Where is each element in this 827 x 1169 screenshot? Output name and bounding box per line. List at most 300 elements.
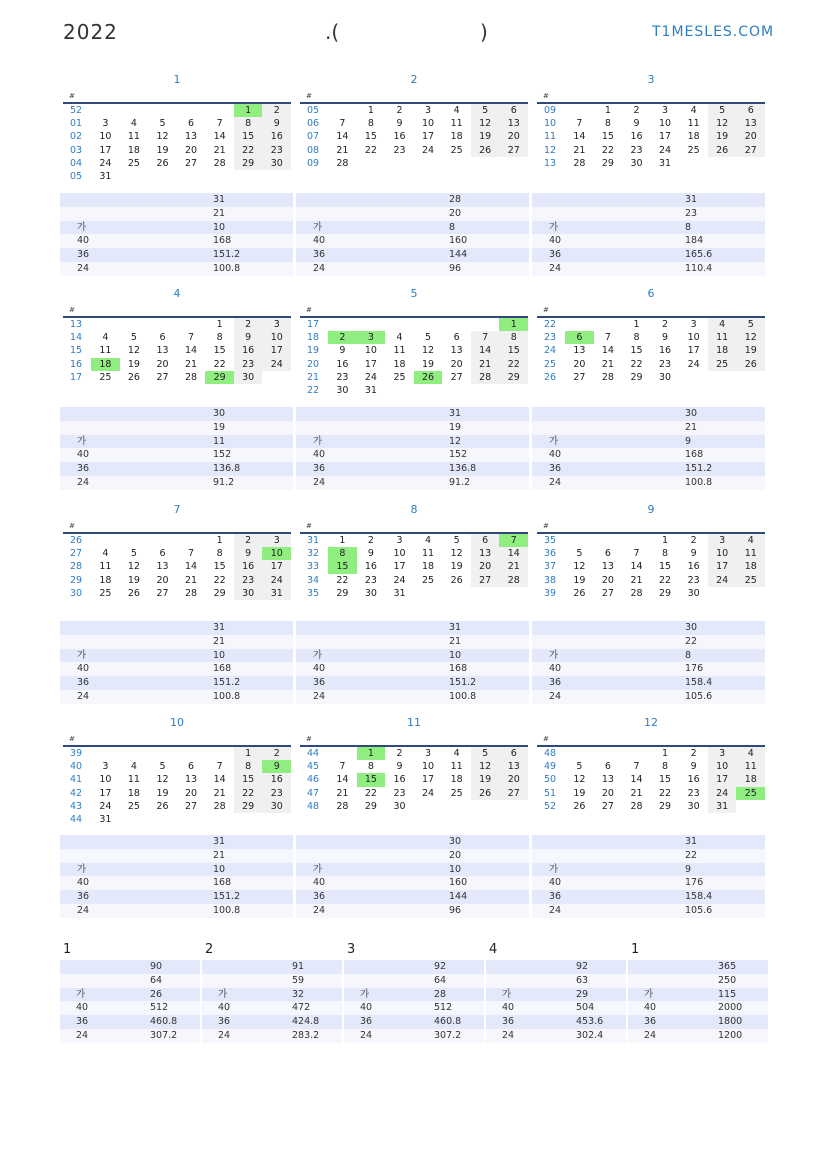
- day-cell: 16: [630, 131, 643, 143]
- day-cell: 11: [99, 561, 112, 573]
- summary-label: 40: [549, 449, 562, 461]
- day-cell: 30: [630, 157, 643, 169]
- day-cell: [708, 587, 737, 600]
- week-row: [63, 344, 291, 357]
- summary-value: 31: [449, 408, 462, 419]
- day-cell: 7: [339, 761, 346, 773]
- day-cell: 11: [422, 548, 435, 560]
- summary-label: 가: [76, 988, 86, 1000]
- summary-value: 136.8: [213, 463, 241, 475]
- week-number: 02: [70, 131, 83, 143]
- day-cell: 11: [736, 547, 765, 560]
- month-summary: [60, 835, 293, 918]
- summary-row: [60, 960, 200, 974]
- summary-row: [532, 835, 765, 849]
- week-row: [63, 157, 291, 170]
- summary-value: 165.6: [685, 249, 713, 261]
- day-cell: [205, 747, 234, 760]
- week-number-header: #: [69, 735, 75, 743]
- month-grid: [537, 102, 765, 170]
- summary-label: 24: [218, 1029, 231, 1041]
- day-cell: 19: [127, 574, 140, 586]
- week-number: 52: [70, 105, 83, 116]
- summary-label: 가: [502, 988, 512, 1000]
- day-cell: 10: [262, 331, 291, 344]
- summary-label: 가: [644, 988, 654, 1000]
- day-cell: 11: [127, 774, 140, 786]
- summary-row: [296, 234, 529, 248]
- day-cell: 10: [393, 548, 406, 560]
- month-calendar: [300, 70, 528, 170]
- summary-row: [532, 635, 765, 649]
- week-number: 39: [70, 748, 83, 759]
- summary-row: [60, 234, 293, 248]
- month-grid: [63, 745, 291, 826]
- day-cell: 28: [573, 157, 586, 169]
- summary-row: [628, 974, 768, 988]
- summary-row: [202, 1001, 342, 1015]
- day-cell: [499, 384, 528, 397]
- day-cell: 22: [213, 574, 226, 586]
- week-row: [300, 560, 528, 573]
- day-cell: [205, 170, 234, 183]
- day-cell: 21: [499, 560, 528, 573]
- summary-label: 24: [313, 904, 326, 916]
- summary-value: 10: [449, 863, 462, 875]
- day-cell: 18: [422, 561, 435, 573]
- summary-row: [344, 960, 484, 974]
- summary-value: 460.8: [434, 1016, 462, 1028]
- day-cell: 31: [364, 384, 377, 396]
- day-cell: 19: [127, 358, 140, 370]
- day-cell: 20: [499, 130, 528, 143]
- holiday-day-cell: 15: [328, 560, 357, 573]
- day-cell: [120, 813, 149, 826]
- day-cell: [148, 747, 177, 760]
- summary-row: [60, 193, 293, 207]
- week-row: [537, 760, 765, 773]
- week-row: [63, 371, 291, 384]
- subtitle-suffix: ): [480, 20, 488, 44]
- summary-row: [344, 1001, 484, 1015]
- week-number: 11: [544, 131, 557, 143]
- summary-value: 144: [449, 249, 468, 261]
- summary-value: 512: [150, 1002, 169, 1014]
- summary-value: 28: [434, 988, 447, 1000]
- day-cell: [177, 813, 206, 826]
- day-cell: 28: [185, 371, 198, 383]
- month-calendar: [300, 284, 528, 397]
- summary-row: [202, 1029, 342, 1043]
- day-cell: 6: [159, 332, 166, 344]
- day-cell: 25: [127, 800, 140, 812]
- day-cell: 21: [185, 574, 198, 586]
- day-cell: 24: [364, 371, 377, 383]
- day-cell: 30: [393, 800, 406, 812]
- day-cell: 16: [262, 130, 291, 143]
- day-cell: 26: [736, 358, 765, 371]
- day-cell: 22: [234, 787, 263, 800]
- quarter-title: 3: [347, 942, 356, 957]
- day-cell: 19: [708, 130, 737, 143]
- day-cell: 23: [262, 144, 291, 157]
- summary-value: 11: [213, 435, 226, 447]
- day-cell: [91, 747, 120, 760]
- day-cell: 8: [234, 760, 263, 773]
- day-cell: 23: [630, 144, 643, 156]
- day-cell: 30: [234, 587, 263, 600]
- day-cell: 22: [601, 144, 614, 156]
- week-row: [300, 144, 528, 157]
- summary-label: 가: [549, 435, 559, 447]
- month-title: 11: [407, 716, 421, 729]
- day-cell: [594, 747, 623, 760]
- summary-label: 36: [549, 891, 562, 903]
- day-cell: [471, 587, 500, 600]
- week-number: 07: [307, 131, 320, 143]
- summary-row: [532, 876, 765, 890]
- summary-value: 168: [213, 877, 232, 889]
- summary-row: [486, 1001, 626, 1015]
- summary-row: [296, 835, 529, 849]
- summary-value: 26: [150, 988, 163, 1000]
- day-cell: 14: [336, 774, 349, 786]
- day-cell: 16: [336, 358, 349, 370]
- week-row: [300, 157, 528, 170]
- day-cell: 20: [450, 358, 463, 370]
- summary-row: [532, 849, 765, 863]
- day-cell: [736, 587, 765, 600]
- holiday-day-cell: 9: [262, 760, 291, 773]
- summary-row: [60, 676, 293, 690]
- summary-label: 36: [77, 463, 90, 475]
- summary-row: [296, 193, 529, 207]
- quarter-summary: [486, 960, 626, 1043]
- month-title: 2: [410, 73, 418, 86]
- week-row: [63, 560, 291, 573]
- day-cell: 21: [601, 358, 614, 370]
- week-number: 13: [70, 319, 83, 330]
- summary-value: 21: [213, 635, 226, 647]
- day-cell: 7: [576, 118, 583, 130]
- day-cell: 27: [471, 574, 500, 587]
- summary-row: [532, 448, 765, 462]
- day-cell: 5: [453, 535, 460, 546]
- month-grid: [300, 102, 528, 170]
- day-cell: 22: [364, 144, 377, 156]
- day-cell: 17: [364, 358, 377, 370]
- summary-value: 59: [292, 974, 305, 986]
- day-cell: 24: [99, 157, 112, 169]
- holiday-day-cell: 1: [234, 104, 263, 117]
- week-row: [300, 773, 528, 786]
- day-cell: [594, 534, 623, 547]
- day-cell: 28: [336, 800, 349, 812]
- day-cell: 16: [262, 773, 291, 786]
- day-cell: [708, 157, 737, 170]
- day-cell: [328, 318, 357, 331]
- quarter-summary: [202, 960, 342, 1043]
- week-row: [537, 574, 765, 587]
- week-number: 01: [70, 118, 83, 130]
- day-cell: 4: [130, 761, 137, 773]
- day-cell: 13: [573, 345, 586, 357]
- summary-label: 36: [549, 249, 562, 261]
- month-title: 6: [647, 287, 655, 300]
- day-cell: 4: [102, 332, 109, 344]
- week-number: 39: [544, 587, 557, 599]
- day-cell: [499, 800, 528, 813]
- day-cell: 27: [499, 787, 528, 800]
- summary-row: [60, 462, 293, 476]
- week-number: 15: [70, 345, 83, 357]
- week-number-header: #: [69, 306, 75, 314]
- summary-label: 40: [76, 1002, 89, 1014]
- day-cell: 3: [425, 748, 432, 759]
- week-number-header: #: [543, 92, 549, 100]
- day-cell: 29: [601, 157, 614, 169]
- summary-label: 가: [218, 988, 228, 1000]
- summary-row: [532, 690, 765, 704]
- day-cell: [91, 104, 120, 117]
- summary-label: 40: [218, 1002, 231, 1014]
- day-cell: [177, 534, 206, 547]
- summary-label: 24: [502, 1029, 515, 1041]
- summary-row: [60, 835, 293, 849]
- day-cell: 18: [393, 358, 406, 370]
- week-number: 24: [544, 345, 557, 357]
- summary-row: [296, 448, 529, 462]
- summary-label: 24: [313, 690, 326, 702]
- summary-row: [60, 262, 293, 276]
- day-cell: [148, 170, 177, 183]
- day-cell: 12: [471, 760, 500, 773]
- summary-value: 30: [685, 622, 698, 633]
- day-cell: 10: [99, 131, 112, 143]
- day-cell: 24: [422, 787, 435, 799]
- day-cell: 15: [659, 774, 672, 786]
- day-cell: 5: [130, 548, 137, 560]
- quarter-title: 1: [631, 942, 640, 957]
- summary-value: 152: [213, 449, 232, 461]
- day-cell: 10: [687, 332, 700, 344]
- day-cell: 9: [662, 332, 669, 344]
- week-number: 22: [544, 319, 557, 330]
- week-row: [63, 773, 291, 786]
- summary-value: 158.4: [685, 891, 713, 903]
- week-row: [300, 130, 528, 143]
- week-number: 09: [544, 105, 557, 116]
- day-cell: 18: [708, 344, 737, 357]
- day-cell: 30: [262, 800, 291, 813]
- month-calendar: [537, 70, 765, 170]
- week-row: [537, 787, 765, 800]
- summary-row: [60, 863, 293, 877]
- day-cell: 29: [659, 587, 672, 599]
- day-cell: 28: [336, 157, 349, 169]
- month-summary: [296, 407, 529, 490]
- day-cell: 24: [687, 358, 700, 370]
- summary-row: [60, 635, 293, 649]
- day-cell: 21: [213, 787, 226, 799]
- day-cell: 10: [659, 118, 672, 130]
- day-cell: 23: [364, 574, 377, 586]
- day-cell: [385, 157, 414, 170]
- day-cell: 3: [102, 761, 109, 773]
- day-cell: 16: [234, 344, 263, 357]
- week-row: [537, 318, 765, 331]
- day-cell: 1: [662, 748, 669, 759]
- summary-value: 19: [449, 421, 462, 433]
- summary-label: 가: [313, 221, 323, 233]
- holiday-day-cell: 26: [414, 371, 443, 384]
- day-cell: 8: [234, 117, 263, 130]
- day-cell: 28: [630, 800, 643, 812]
- summary-value: 365: [718, 961, 737, 972]
- day-cell: 14: [213, 774, 226, 786]
- summary-value: 453.6: [576, 1016, 604, 1028]
- month-title: 10: [170, 716, 184, 729]
- summary-label: 가: [313, 435, 323, 447]
- day-cell: [471, 157, 500, 170]
- day-cell: [262, 813, 291, 826]
- day-cell: 12: [156, 774, 169, 786]
- summary-row: [60, 476, 293, 490]
- week-number: 08: [307, 144, 320, 156]
- day-cell: [442, 318, 471, 331]
- week-number: 17: [70, 371, 83, 383]
- summary-value: 136.8: [449, 463, 477, 475]
- summary-row: [486, 1015, 626, 1029]
- day-cell: 14: [213, 131, 226, 143]
- day-cell: 8: [216, 332, 223, 344]
- day-cell: 5: [159, 118, 166, 130]
- day-cell: 29: [234, 800, 263, 813]
- week-number: 20: [307, 358, 320, 370]
- day-cell: 25: [393, 371, 406, 383]
- summary-label: 가: [77, 649, 87, 661]
- month-title: 9: [647, 503, 655, 516]
- summary-row: [60, 904, 293, 918]
- day-cell: 22: [499, 358, 528, 371]
- day-cell: 17: [393, 561, 406, 573]
- day-cell: [708, 371, 737, 384]
- day-cell: 9: [396, 118, 403, 130]
- day-cell: 15: [234, 130, 263, 143]
- week-number-header: #: [543, 522, 549, 530]
- day-cell: 13: [601, 561, 614, 573]
- week-row: [300, 331, 528, 344]
- day-cell: 27: [185, 800, 198, 812]
- week-number: 48: [307, 800, 320, 812]
- summary-value: 22: [685, 635, 698, 647]
- summary-row: [60, 207, 293, 221]
- day-cell: 10: [99, 774, 112, 786]
- day-cell: 14: [630, 561, 643, 573]
- day-cell: 27: [499, 144, 528, 157]
- week-number: 49: [544, 761, 557, 773]
- week-row: [300, 787, 528, 800]
- day-cell: [414, 384, 443, 397]
- summary-value: 151.2: [685, 463, 713, 475]
- day-cell: [91, 534, 120, 547]
- day-cell: 9: [690, 548, 697, 560]
- day-cell: 8: [367, 118, 374, 130]
- day-cell: [736, 800, 765, 813]
- day-cell: 14: [573, 131, 586, 143]
- week-row: [300, 800, 528, 813]
- summary-label: 24: [313, 476, 326, 488]
- day-cell: 9: [367, 548, 374, 560]
- summary-value: 151.2: [449, 677, 477, 689]
- day-cell: 15: [659, 561, 672, 573]
- month-summary: [532, 621, 765, 704]
- day-cell: [622, 747, 651, 760]
- week-number: 33: [307, 561, 320, 573]
- day-cell: 10: [364, 345, 377, 357]
- summary-row: [486, 974, 626, 988]
- summary-value: 151.2: [213, 677, 241, 689]
- summary-value: 176: [685, 663, 704, 675]
- day-cell: [120, 318, 149, 331]
- summary-label: 36: [77, 891, 90, 903]
- month-title: 1: [173, 73, 181, 86]
- summary-label: 24: [77, 476, 90, 488]
- day-cell: 26: [127, 587, 140, 599]
- summary-value: 31: [685, 836, 698, 847]
- day-cell: 31: [708, 800, 737, 813]
- month-summary: [60, 407, 293, 490]
- summary-row: [532, 676, 765, 690]
- summary-row: [296, 476, 529, 490]
- day-cell: 9: [396, 761, 403, 773]
- day-cell: 25: [687, 144, 700, 156]
- day-cell: 21: [630, 787, 643, 799]
- day-cell: 6: [499, 104, 528, 117]
- day-cell: [565, 318, 594, 331]
- week-number: 05: [70, 170, 83, 182]
- day-cell: 19: [422, 358, 435, 370]
- day-cell: 27: [156, 371, 169, 383]
- day-cell: [442, 587, 471, 600]
- day-cell: 28: [499, 574, 528, 587]
- day-cell: 29: [364, 800, 377, 812]
- day-cell: 1: [216, 535, 223, 546]
- month-calendar: [537, 713, 765, 813]
- day-cell: 7: [471, 331, 500, 344]
- day-cell: 26: [573, 800, 586, 812]
- day-cell: 21: [630, 574, 643, 586]
- day-cell: [262, 170, 291, 183]
- summary-value: 105.6: [685, 904, 713, 916]
- day-cell: 5: [576, 761, 583, 773]
- summary-value: 64: [434, 974, 447, 986]
- day-cell: 11: [99, 345, 112, 357]
- day-cell: 25: [450, 144, 463, 156]
- summary-value: 28: [449, 194, 462, 205]
- summary-label: 24: [76, 1029, 89, 1041]
- week-number: 31: [307, 535, 320, 546]
- summary-value: 100.8: [213, 690, 241, 702]
- day-cell: 24: [659, 144, 672, 156]
- summary-value: 158.4: [685, 677, 713, 689]
- holiday-day-cell: 3: [357, 331, 386, 344]
- month-summary: [60, 193, 293, 276]
- summary-value: 21: [449, 635, 462, 647]
- site-logo[interactable]: T1MESLES.COM: [652, 24, 775, 40]
- month-calendar: [537, 500, 765, 600]
- day-cell: [120, 534, 149, 547]
